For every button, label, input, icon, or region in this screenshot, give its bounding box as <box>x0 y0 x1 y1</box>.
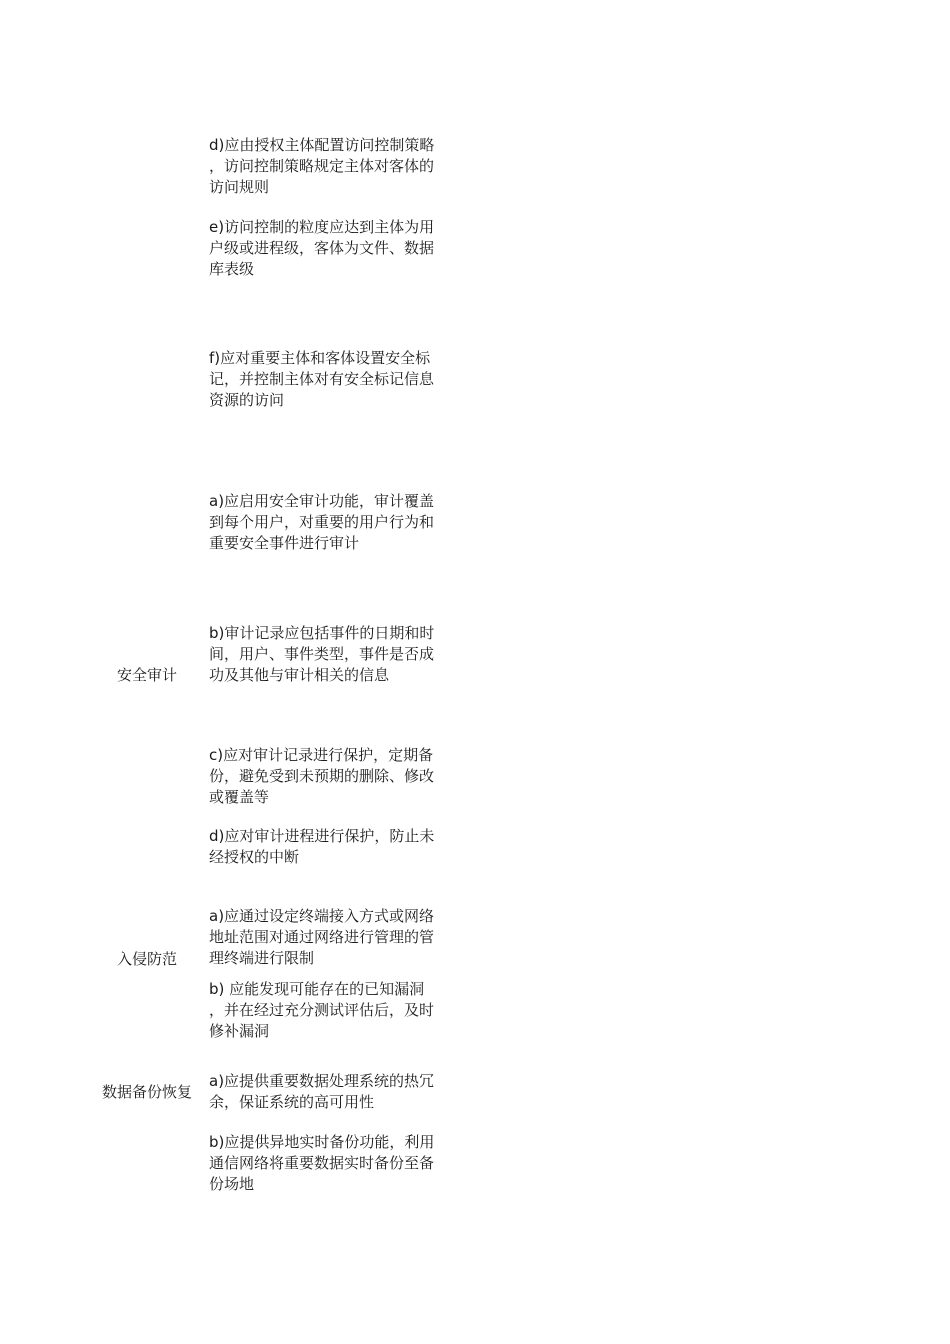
requirement-line: b)应提供异地实时备份功能，利用 <box>209 1133 435 1151</box>
requirement-line: c)应对审计记录进行保护，定期备 <box>209 746 434 764</box>
requirement-audit-a <box>209 491 457 554</box>
requirement-line: d)应由授权主体配置访问控制策略 <box>209 136 435 154</box>
requirement-line: f)应对重要主体和客体设置安全标 <box>209 349 431 367</box>
requirement-access-control-e <box>209 217 457 280</box>
requirement-line: 地址范围对通过网络进行管理的管 <box>209 928 435 946</box>
requirement-access-control-f <box>209 348 457 411</box>
requirement-audit-d <box>209 826 457 868</box>
requirement-line: 访问规则 <box>209 178 270 196</box>
requirement-line: 经授权的中断 <box>209 848 300 866</box>
requirement-line: 重要安全事件进行审计 <box>209 534 360 552</box>
requirement-intrusion-b <box>209 979 457 1042</box>
requirement-line: d)应对审计进程进行保护，防止未 <box>209 827 435 845</box>
requirement-backup-b <box>209 1132 457 1195</box>
category-data-backup-recovery: 数据备份恢复 <box>101 1083 192 1101</box>
requirement-line: 到每个用户，对重要的用户行为和 <box>209 513 435 531</box>
requirement-line: 或覆盖等 <box>209 788 270 806</box>
requirement-line: 间，用户、事件类型，事件是否成 <box>209 645 435 663</box>
requirement-intrusion-a <box>209 906 457 969</box>
requirement-line: b)审计记录应包括事件的日期和时 <box>209 624 435 642</box>
requirement-line: 通信网络将重要数据实时备份至备 <box>209 1154 435 1172</box>
requirement-line: a)应启用安全审计功能，审计覆盖 <box>209 492 435 510</box>
requirement-line: b) 应能发现可能存在的已知漏洞 <box>209 980 425 998</box>
requirement-line: 份，避免受到未预期的删除、修改 <box>209 767 435 785</box>
requirement-line: e)访问控制的粒度应达到主体为用 <box>209 218 435 236</box>
requirement-line: 功及其他与审计相关的信息 <box>209 666 390 684</box>
requirement-line: ，并在经过充分测试评估后，及时 <box>209 1001 435 1019</box>
requirement-line: 余，保证系统的高可用性 <box>209 1093 375 1111</box>
requirement-line: 修补漏洞 <box>209 1022 270 1040</box>
requirement-line: a)应提供重要数据处理系统的热冗 <box>209 1072 435 1090</box>
requirement-audit-c <box>209 745 457 808</box>
category-security-audit: 安全审计 <box>116 666 177 684</box>
requirement-line: 份场地 <box>209 1175 255 1193</box>
requirement-line: 记，并控制主体对有安全标记信息 <box>209 370 435 388</box>
requirement-line: 资源的访问 <box>209 391 285 409</box>
requirement-line: 户级或进程级，客体为文件、数据 <box>209 239 435 257</box>
category-intrusion-prevention: 入侵防范 <box>116 950 177 968</box>
requirement-line: 库表级 <box>209 260 255 278</box>
requirement-audit-b <box>209 623 457 686</box>
requirement-access-control-d <box>209 135 457 198</box>
requirement-backup-a <box>209 1071 457 1113</box>
requirement-line: a)应通过设定终端接入方式或网络 <box>209 907 435 925</box>
requirement-line: 理终端进行限制 <box>209 949 315 967</box>
requirement-line: ，访问控制策略规定主体对客体的 <box>209 157 435 175</box>
